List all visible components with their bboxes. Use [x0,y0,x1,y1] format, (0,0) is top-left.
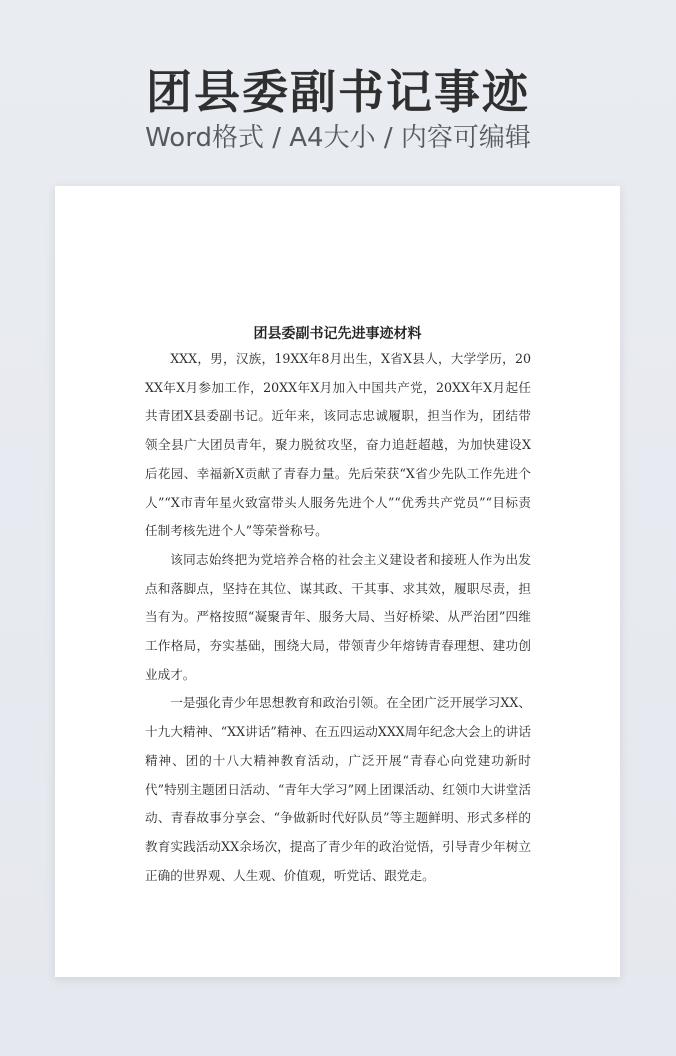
document-page [55,186,620,977]
document-body [145,345,531,890]
banner-title: 团县委副书记事迹 [146,65,530,119]
paragraph: 一是强化青少年思想教育和政治引领。在全团广泛开展学习XX、十九大精神、“XX讲话”精神、在五四运动XXX周年纪念大会上的讲话精神、团的十八大精神教育活动，广泛开展“青春心向党建功新时代”特别主题团日活动、“青年大学习”网上团课活动、红领巾大讲堂活动、青春故事分享会、“争做新时代好队员”等主题鲜明、形式多样的教育实践活动XX余场次，提高了青少年的政治觉悟，引导青少年树立正确的世界观、人生观、价值观，听党话、跟党走。 [145,695,531,883]
paragraph: 该同志始终把为党培养合格的社会主义建设者和接班人作为出发点和落脚点，坚持在其位、谋其政、干其事、求其效，履职尽责，担当有为。严格按照“凝聚青年、服务大局、当好桥梁、从严治团”四维工作格局，夯实基础，围绕大局，带领青少年熔铸青春理想、建功创业成才。 [145,551,531,682]
paragraph: XXX，男，汉族，19XX年8月出生，X省X县人，大学学历，20XX年X月参加工作，20XX年X月加入中国共产党，20XX年X月起任共青团X县委副书记。近年来，该同志忠诚履职，担当作为，团结带领全县广大团员青年，聚力脱贫攻坚，奋力追赶超越，为加快建设X后花园、幸福新X贡献了青春力量。先后荣获“X省少先队工作先进个人”“X市青年星火致富带头人服务先进个人”“优秀共产党员”“目标责任制考核先进个人”等荣誉称号。 [145,351,531,539]
banner-subtitle: Word格式 / A4大小 / 内容可编辑 [145,123,531,153]
document-title: 团县委副书记先进事迹材料 [253,326,422,342]
